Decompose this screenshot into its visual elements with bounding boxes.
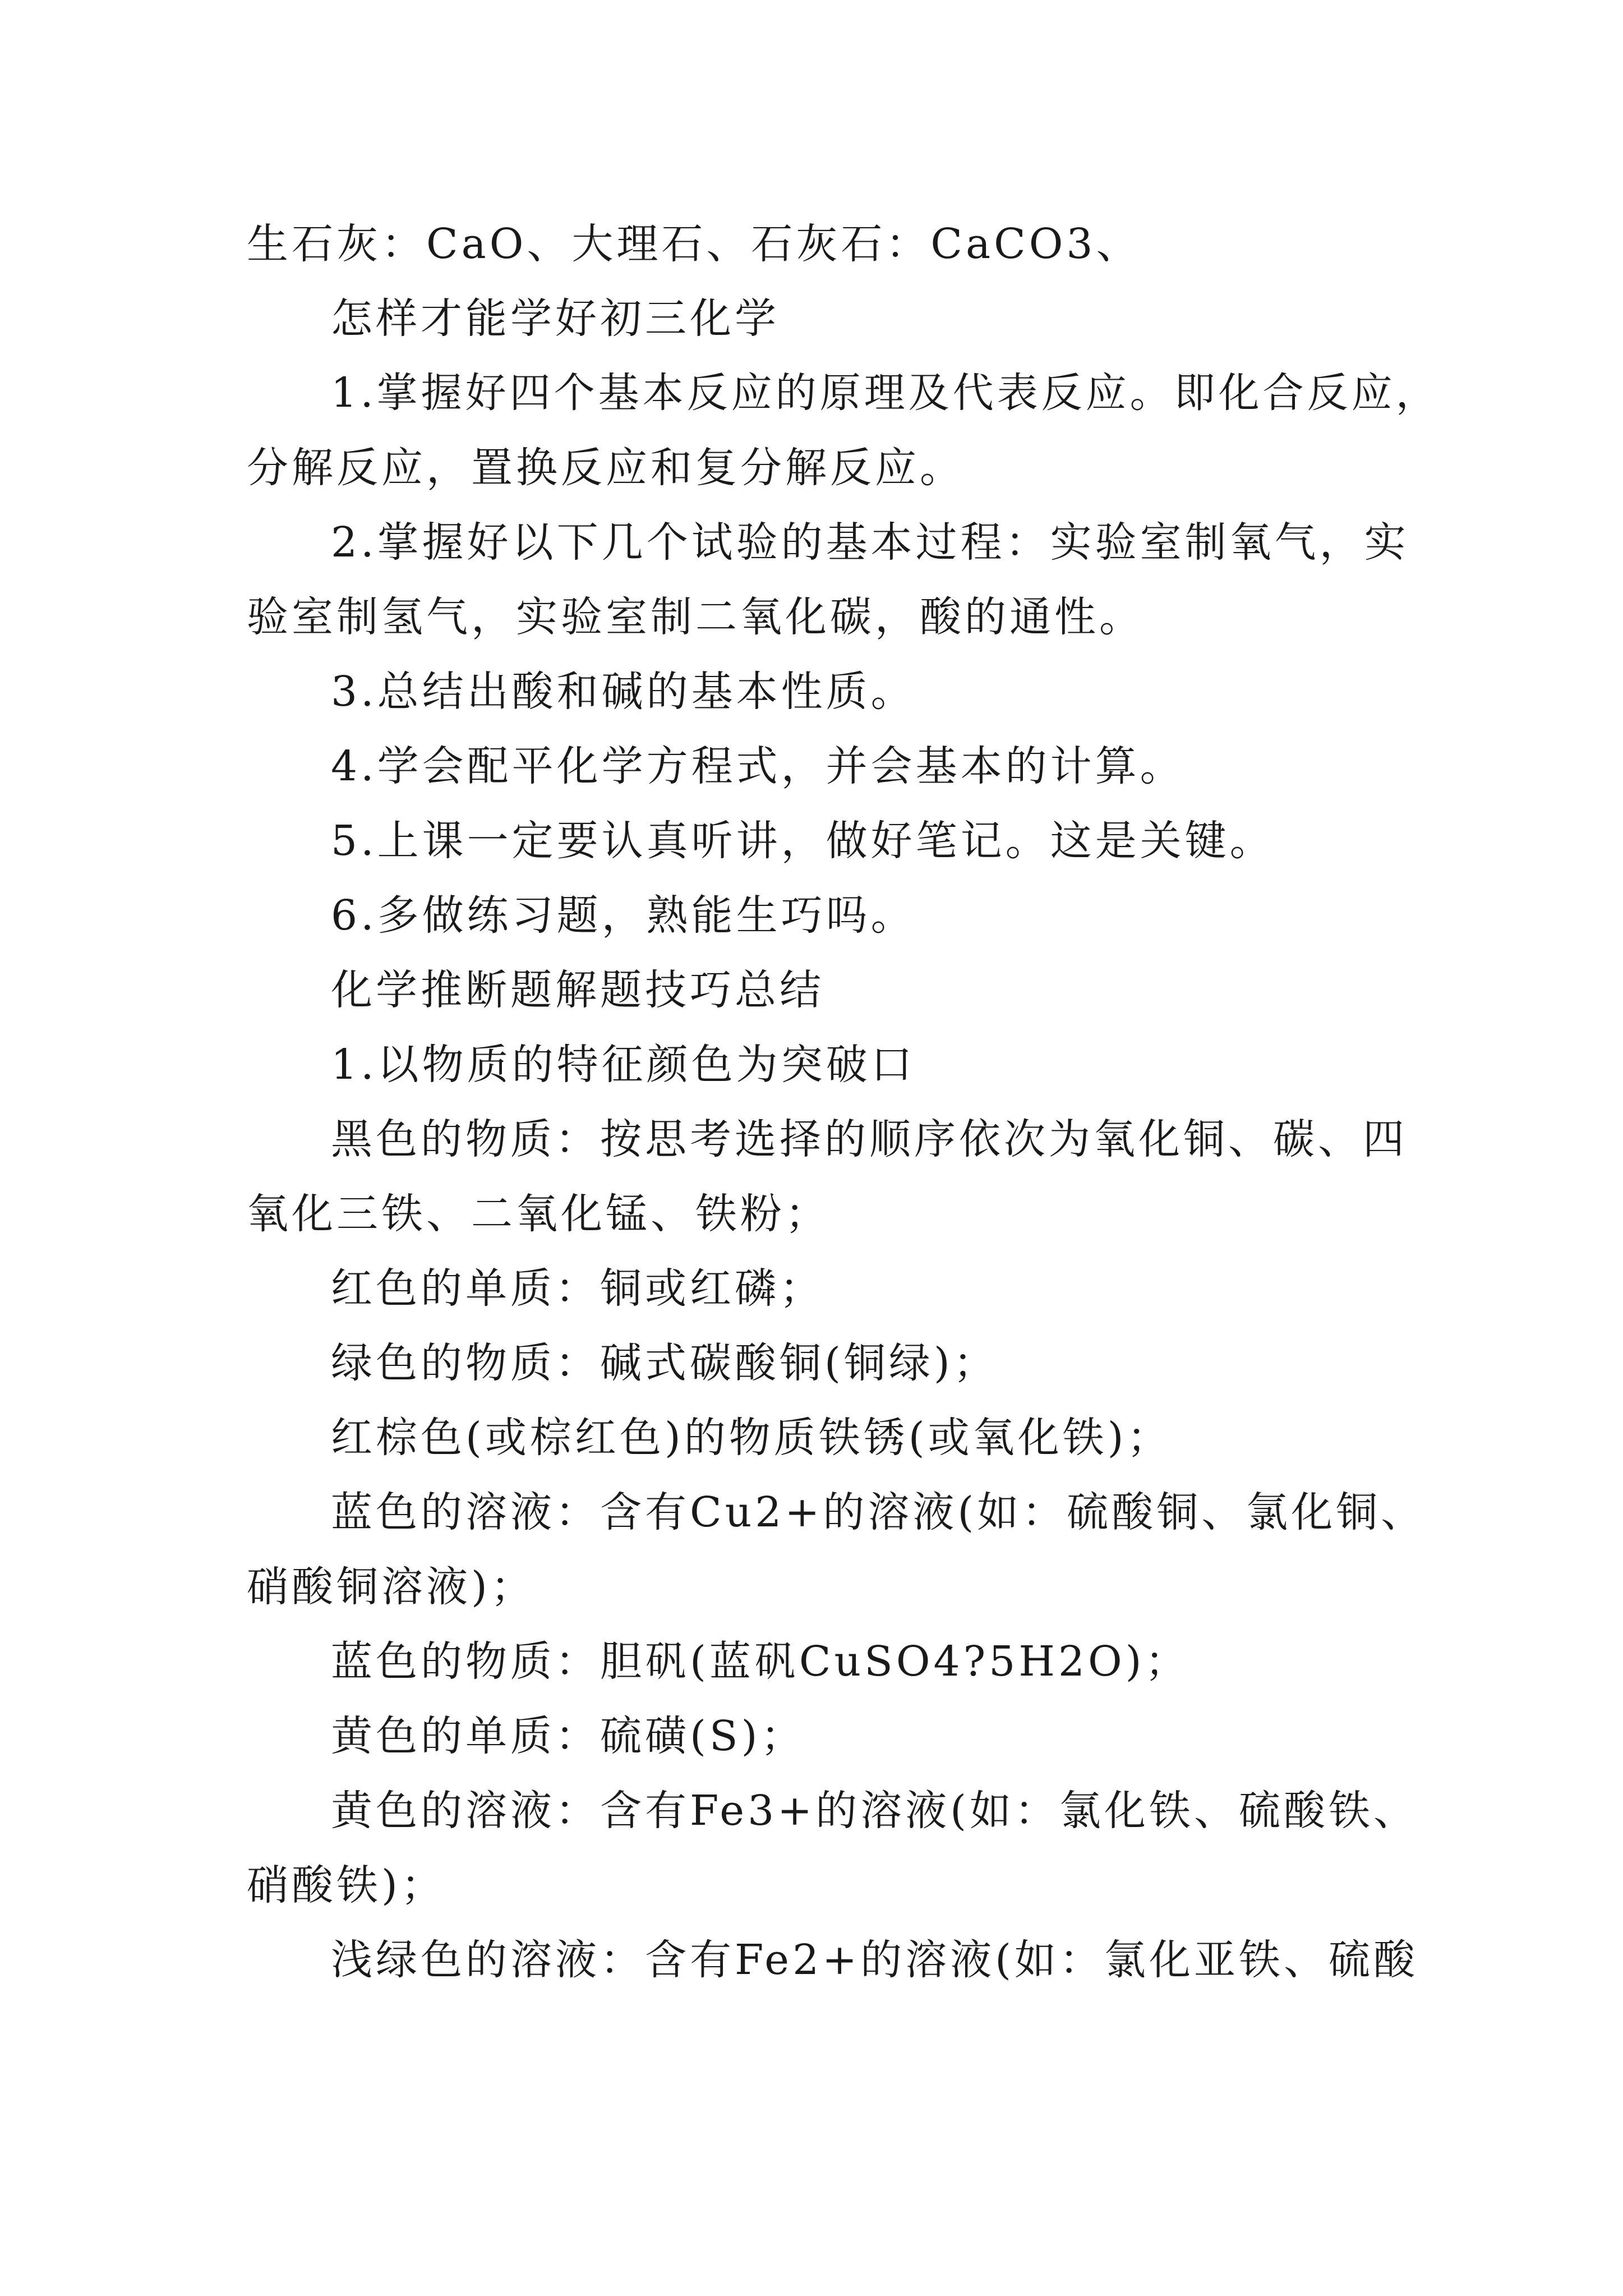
text-line-13: 黑色的物质：按思考选择的顺序依次为氧化铜、碳、四: [331, 1115, 1408, 1163]
text-line-4: 分解反应，置换反应和复分解反应。: [247, 444, 965, 492]
text-line-6: 验室制氢气，实验室制二氧化碳，酸的通性。: [247, 593, 1144, 641]
text-line-19: 硝酸铜溶液)；: [247, 1563, 536, 1611]
text-line-23: 硝酸铁)；: [247, 1861, 446, 1910]
text-line-14: 氧化三铁、二氧化锰、铁粉；: [247, 1190, 830, 1238]
text-line-5: 2.掌握好以下几个试验的基本过程：实验室制氧气，实: [331, 518, 1409, 567]
text-line-17: 红棕色(或棕红色)的物质铁锈(或氧化铁)；: [331, 1414, 1172, 1462]
text-line-22: 黄色的溶液：含有Fe3+的溶液(如：氯化铁、硫酸铁、: [331, 1787, 1419, 1835]
text-line-7: 3.总结出酸和碱的基本性质。: [331, 668, 916, 716]
text-line-10: 6.多做练习题，熟能生巧吗。: [331, 891, 916, 940]
section-heading-inference: 化学推断题解题技巧总结: [331, 966, 824, 1014]
text-line-24: 浅绿色的溶液：含有Fe2+的溶液(如：氯化亚铁、硫酸: [331, 1936, 1419, 1984]
text-line-1: 生石灰：CaO、大理石、石灰石：CaCO3、: [247, 220, 1141, 268]
text-line-9: 5.上课一定要认真听讲，做好笔记。这是关键。: [331, 817, 1275, 865]
text-line-21: 黄色的单质：硫磺(S)；: [331, 1712, 806, 1760]
text-line-3: 1.掌握好四个基本反应的原理及代表反应。即化合反应，: [331, 369, 1440, 417]
text-line-12: 1.以物质的特征颜色为突破口: [331, 1041, 916, 1089]
text-line-20: 蓝色的物质：胆矾(蓝矾CuSO4?5H2O)；: [331, 1637, 1190, 1686]
text-line-15: 红色的单质：铜或红磷；: [331, 1264, 824, 1313]
text-line-16: 绿色的物质：碱式碳酸铜(铜绿)；: [331, 1339, 998, 1387]
text-line-8: 4.学会配平化学方程式，并会基本的计算。: [331, 742, 1185, 790]
section-heading-study-tips: 怎样才能学好初三化学: [331, 295, 780, 343]
text-line-18: 蓝色的溶液：含有Cu2+的溶液(如：硫酸铜、氯化铜、: [331, 1488, 1426, 1536]
